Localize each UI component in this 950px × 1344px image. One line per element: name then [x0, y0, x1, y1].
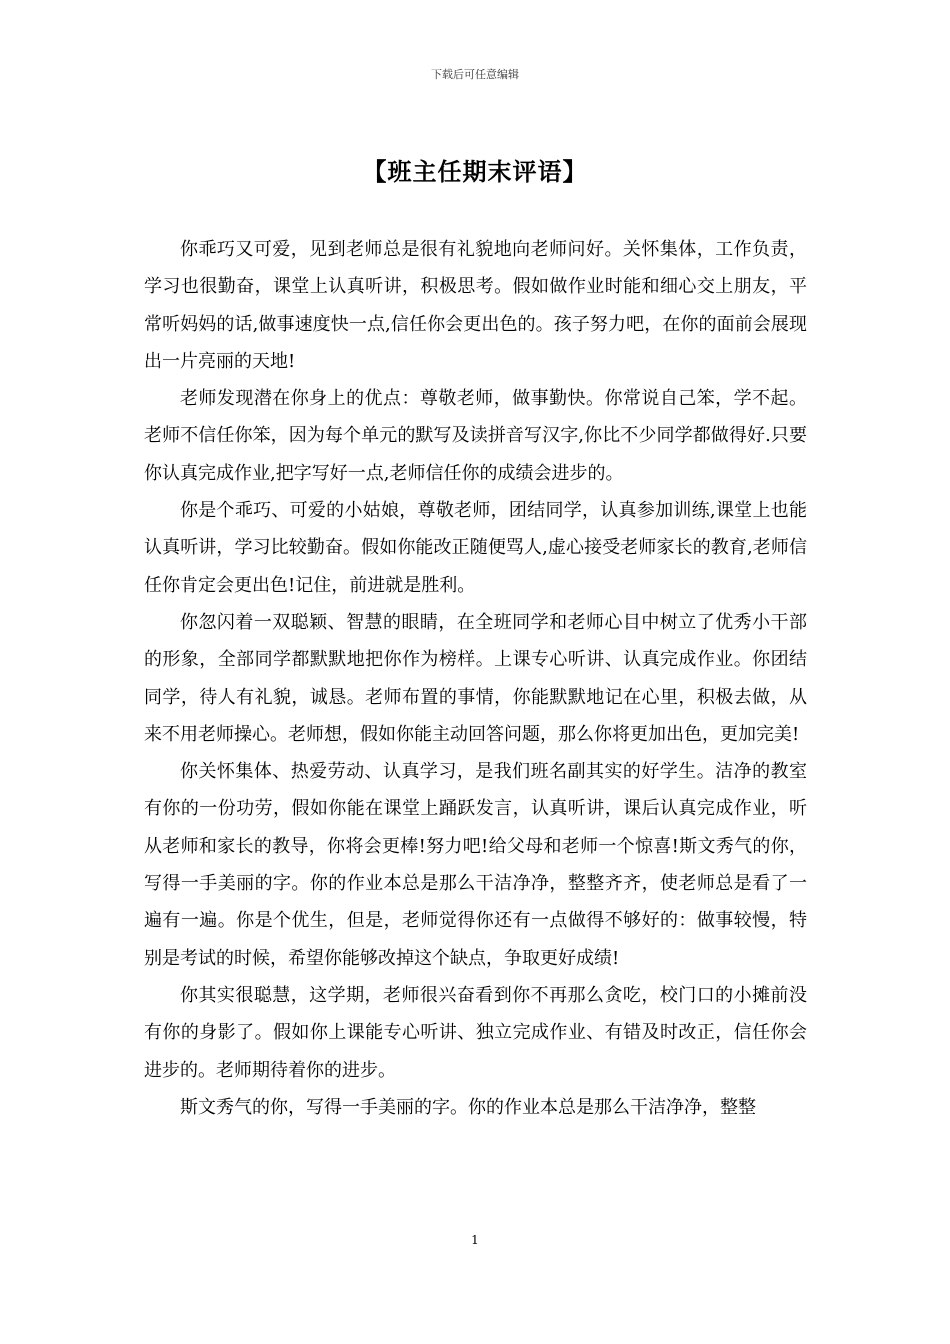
document-title: 【班主任期末评语】 — [362, 157, 588, 186]
comment-paragraph-6: 你其实很聪慧，这学期，老师很兴奋看到你不再那么贪吃，校门口的小摊前没有你的身影了。假如你上课能专心听讲、独立完成作业、有错及时改正，信任你会进步的。老师期待着你的进步。 — [144, 984, 807, 1081]
comment-paragraph-4: 你忽闪着一双聪颖、智慧的眼睛，在全班同学和老师心目中树立了优秀小干部的形象，全部同学都默默地把你作为榜样。上课专心听讲、认真完成作业。你团结同学，待人有礼貌，诚恳。老师布置的事情，你能默默地记在心里，积极去做，从来不用老师操心。老师想，假如你能主动回答问题，那么你将更加出色，更加完美! — [144, 611, 807, 745]
page-number: 1 — [471, 1233, 479, 1247]
comment-paragraph-7: 斯文秀气的你，写得一手美丽的字。你的作业本总是那么干洁净净，整整 — [180, 1096, 756, 1118]
comment-paragraph-1: 你乖巧又可爱，见到老师总是很有礼貌地向老师问好。关怀集体，工作负责，学习也很勤奋，课堂上认真听讲，积极思考。假如做作业时能和细心交上朋友，平常听妈妈的话,做事速度快一点,信任你会更出色的。孩子努力吧，在你的面前会展现出一片亮丽的天地! — [144, 239, 807, 372]
comment-paragraph-5: 你关怀集体、热爱劳动、认真学习，是我们班名副其实的好学生。洁净的教室有你的一份功劳，假如你能在课堂上踊跃发言，认真听讲，课后认真完成作业，听从老师和家长的教导，你将会更棒!努力吧!给父母和老师一个惊喜!斯文秀气的你，写得一手美丽的字。你的作业本总是那么干洁净净，整整齐齐，使老师总是看了一遍有一遍。你是个优生，但是，老师觉得你还有一点做得不够好的：做事较慢，特别是考试的时候，希望你能够改掉这个缺点，争取更好成绩! — [144, 761, 807, 969]
comment-paragraph-3: 你是个乖巧、可爱的小姑娘，尊敬老师，团结同学，认真参加训练,课堂上也能认真听讲，学习比较勤奋。假如你能改正随便骂人,虚心接受老师家长的教育,老师信任你肯定会更出色!记住，前进就是胜利。 — [144, 500, 807, 596]
comment-paragraph-2: 老师发现潜在你身上的优点：尊敬老师，做事勤快。你常说自己笨，学不起。老师不信任你笨，因为每个单元的默写及读拼音写汉字,你比不少同学都做得好.只要你认真完成作业,把字写好一点,老师信任你的成绩会进步的。 — [144, 388, 807, 484]
document-body — [144, 231, 807, 1126]
header-note: 下载后可任意编辑 — [431, 68, 519, 81]
